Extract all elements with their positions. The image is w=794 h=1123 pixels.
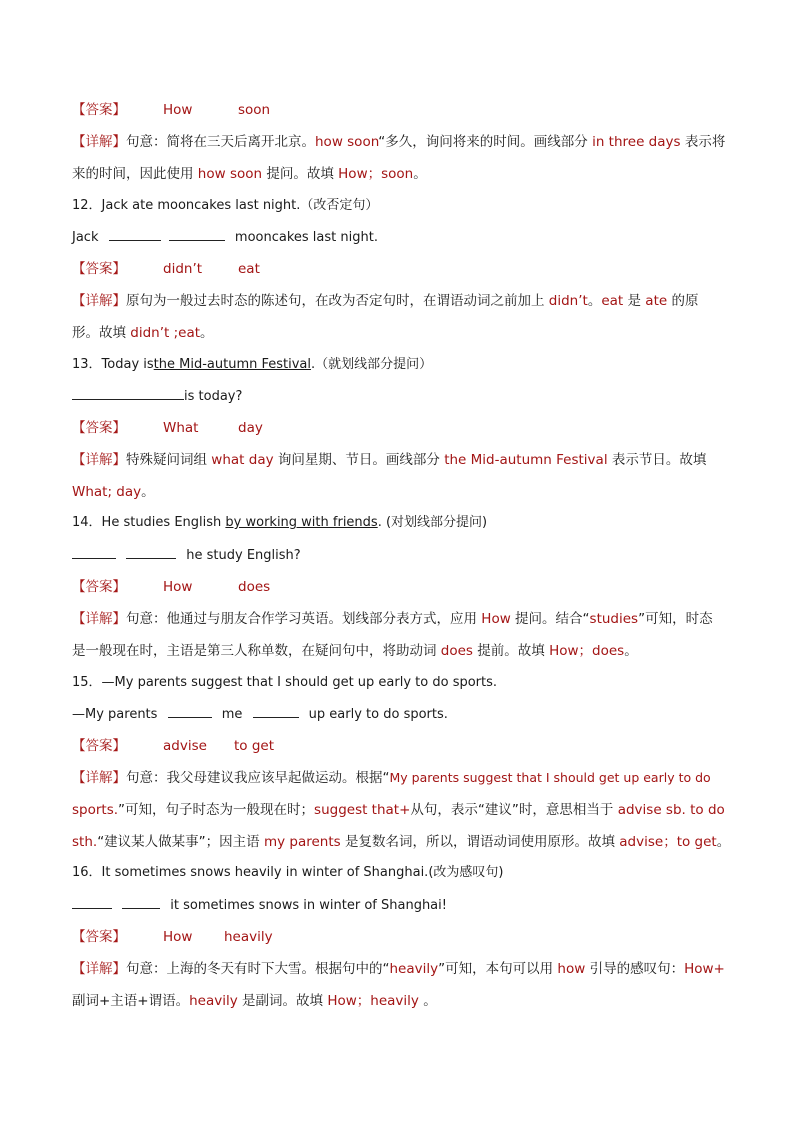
q15-fill-line	[72, 705, 722, 724]
answer-blank[interactable]	[72, 387, 184, 400]
answer-value: heavily	[224, 929, 273, 945]
detail-text: 句意：上海的冬天有时下大雪。根据句中的“	[126, 961, 390, 977]
fill-text: me	[221, 707, 243, 722]
q16-fill-line	[72, 896, 722, 915]
detail-text: 。	[587, 293, 602, 309]
q12-detail-line2	[72, 324, 722, 342]
detail-text: 。	[418, 993, 437, 1009]
q14-answer	[72, 578, 722, 596]
detail-text: 表示将	[680, 134, 726, 150]
detail-keyword: heavily	[189, 993, 238, 1009]
detail-text: 。	[624, 643, 638, 659]
q15-answer	[72, 737, 722, 755]
q15-question: 15．—My parents suggest that I should get up early to do sports.	[72, 675, 498, 690]
detail-text: 提问。结合“	[510, 611, 590, 627]
detail-keyword: advise sb. to do	[617, 802, 725, 818]
question-text: 13．Today is	[72, 357, 154, 372]
detail-text: 特殊疑问词组	[126, 452, 212, 468]
detail-label: 【详解】	[72, 961, 126, 977]
answer-label: 【答案】	[72, 929, 126, 945]
q11-answer	[72, 101, 722, 119]
q14-question	[72, 514, 722, 532]
q16-answer	[72, 928, 722, 946]
detail-text: 表示节日。故填	[607, 452, 707, 468]
detail-keyword: in three days	[592, 134, 681, 150]
detail-keyword: how soon	[315, 134, 379, 150]
detail-keyword: didn’t ;eat	[130, 325, 201, 341]
q15-detail-line2	[72, 801, 725, 819]
q12-answer	[72, 260, 722, 278]
detail-label: 【详解】	[72, 293, 126, 309]
q13-fill-line	[72, 387, 722, 406]
detail-text: ”可知，本句可以用	[438, 961, 558, 977]
q16-detail-line1	[72, 960, 725, 978]
detail-text: 是	[623, 293, 646, 309]
fill-text: mooncakes last night.	[234, 230, 378, 245]
detail-keyword: How；soon	[338, 166, 414, 182]
q12-question: 12．Jack ate mooncakes last night.（改否定句）	[72, 198, 379, 213]
detail-text: 提问。故填	[262, 166, 339, 182]
detail-label: 【详解】	[72, 611, 126, 627]
answer-value: eat	[238, 261, 260, 277]
answer-blank[interactable]	[72, 896, 112, 909]
question-text: 14．He studies English	[72, 515, 226, 530]
answer-blank[interactable]	[72, 546, 116, 559]
q16-question: 16．It sometimes snows heavily in winter of Shanghai.(改为感叹句)	[72, 865, 504, 880]
detail-text: 句意：我父母建议我应该早起做运动。根据“	[126, 770, 390, 786]
q13-detail-line1	[72, 451, 722, 469]
answer-value: advise	[163, 738, 207, 754]
detail-text: 是一般现在时，主语是第三人称单数，在疑问句中，将助动词	[72, 643, 441, 659]
detail-text: 引导的感叹句：	[585, 961, 685, 977]
q15-detail-line3	[72, 833, 731, 851]
answer-blank[interactable]	[122, 896, 160, 909]
detail-text: ”可知，时态	[638, 611, 713, 627]
detail-label: 【详解】	[72, 770, 126, 786]
detail-keyword: advise；to get	[619, 834, 717, 850]
answer-value: How	[163, 929, 193, 945]
answer-label: 【答案】	[72, 102, 126, 118]
detail-text: 副词+主语+谓语。	[72, 993, 190, 1009]
q16-detail-line2	[72, 992, 722, 1010]
detail-keyword: my parents	[263, 834, 341, 850]
q13-question	[72, 356, 722, 374]
detail-keyword: eat	[601, 293, 624, 309]
answer-value: day	[238, 420, 263, 436]
detail-text: 询问星期、节日。画线部分	[273, 452, 445, 468]
detail-keyword: My parents suggest that I should get up early to do	[389, 770, 711, 785]
detail-keyword: suggest that+	[314, 802, 411, 818]
question-text: .（就划线部分提问）	[311, 357, 433, 372]
fill-text: is today?	[184, 389, 243, 404]
answer-value: How	[163, 579, 193, 595]
answer-blank[interactable]	[109, 228, 161, 241]
underlined-part: by working with friends	[225, 515, 378, 530]
detail-text: 原句为一般过去时态的陈述句，在改为否定句时，在谓语动词之前加上	[126, 293, 549, 309]
detail-text: 来的时间，因此使用	[72, 166, 198, 182]
detail-text: 句意：他通过与朋友合作学习英语。划线部分表方式，应用	[126, 611, 482, 627]
answer-label: 【答案】	[72, 420, 126, 436]
answer-blank[interactable]	[168, 705, 212, 718]
q12-fill-line	[72, 228, 722, 247]
detail-keyword: How+	[684, 961, 725, 977]
detail-keyword: How；heavily	[327, 993, 419, 1009]
fill-text: —My parents	[72, 707, 158, 722]
detail-text: 是复数名词，所以，谓语动词使用原形。故填	[340, 834, 620, 850]
detail-label: 【详解】	[72, 134, 126, 150]
q13-answer	[72, 419, 722, 437]
fill-text: he study English?	[186, 548, 301, 563]
detail-text: 。	[716, 834, 731, 850]
detail-keyword: does	[440, 643, 473, 659]
q11-detail-line2	[72, 165, 722, 183]
question-text: . (对划线部分提问)	[377, 515, 488, 530]
detail-keyword: How；does	[549, 643, 625, 659]
q11-detail-line1	[72, 133, 726, 151]
fill-text: up early to do sports.	[308, 707, 448, 722]
detail-keyword: heavily	[389, 961, 439, 977]
q14-detail-line1	[72, 610, 722, 628]
q12-detail-line1	[72, 292, 722, 310]
q14-detail-line2	[72, 642, 722, 660]
answer-value: soon	[238, 102, 271, 118]
q13-detail-line2	[72, 483, 722, 501]
fill-text: Jack	[72, 230, 99, 245]
fill-text: it sometimes snows in winter of Shanghai!	[170, 898, 447, 913]
answer-value: didn’t	[163, 261, 203, 277]
detail-text: 是副词。故填	[237, 993, 328, 1009]
detail-keyword: How	[481, 611, 511, 627]
detail-text: 。	[141, 484, 155, 500]
detail-keyword: studies	[589, 611, 639, 627]
detail-text: 。	[200, 325, 214, 341]
answer-label: 【答案】	[72, 738, 126, 754]
detail-keyword: the Mid-autumn Festival	[444, 452, 608, 468]
q14-fill-line	[72, 546, 722, 565]
detail-keyword: ate	[645, 293, 668, 309]
detail-text: “建议某人做某事”；因主语	[97, 834, 264, 850]
detail-keyword: sth.	[72, 834, 98, 850]
detail-text: 的原	[667, 293, 699, 309]
detail-keyword: didn’t	[548, 293, 588, 309]
detail-keyword: how	[557, 961, 586, 977]
answer-value: What	[163, 420, 199, 436]
detail-text: 提前。故填	[472, 643, 550, 659]
underlined-part: the Mid-autumn Festival	[153, 357, 312, 372]
answer-label: 【答案】	[72, 261, 126, 277]
answer-value: does	[238, 579, 271, 595]
detail-text: 从句，表示“建议”时，意思相当于	[410, 802, 618, 818]
detail-keyword: sports.	[72, 802, 119, 818]
detail-text: “多久，询问将来的时间。画线部分	[378, 134, 593, 150]
detail-label: 【详解】	[72, 452, 126, 468]
detail-keyword: What; day	[72, 484, 142, 500]
detail-text: 。	[413, 166, 427, 182]
answer-value: to get	[234, 738, 275, 754]
answer-label: 【答案】	[72, 579, 126, 595]
answer-value: How	[163, 102, 193, 118]
detail-text: 形。故填	[72, 325, 131, 341]
detail-text: ”可知，句子时态为一般现在时；	[118, 802, 315, 818]
detail-keyword: how soon	[197, 166, 263, 182]
answer-blank[interactable]	[126, 546, 176, 559]
answer-blank[interactable]	[253, 705, 299, 718]
detail-keyword: what day	[211, 452, 274, 468]
answer-blank[interactable]	[169, 228, 225, 241]
detail-text: 句意：简将在三天后离开北京。	[126, 134, 315, 150]
q15-detail-line1	[72, 769, 722, 787]
